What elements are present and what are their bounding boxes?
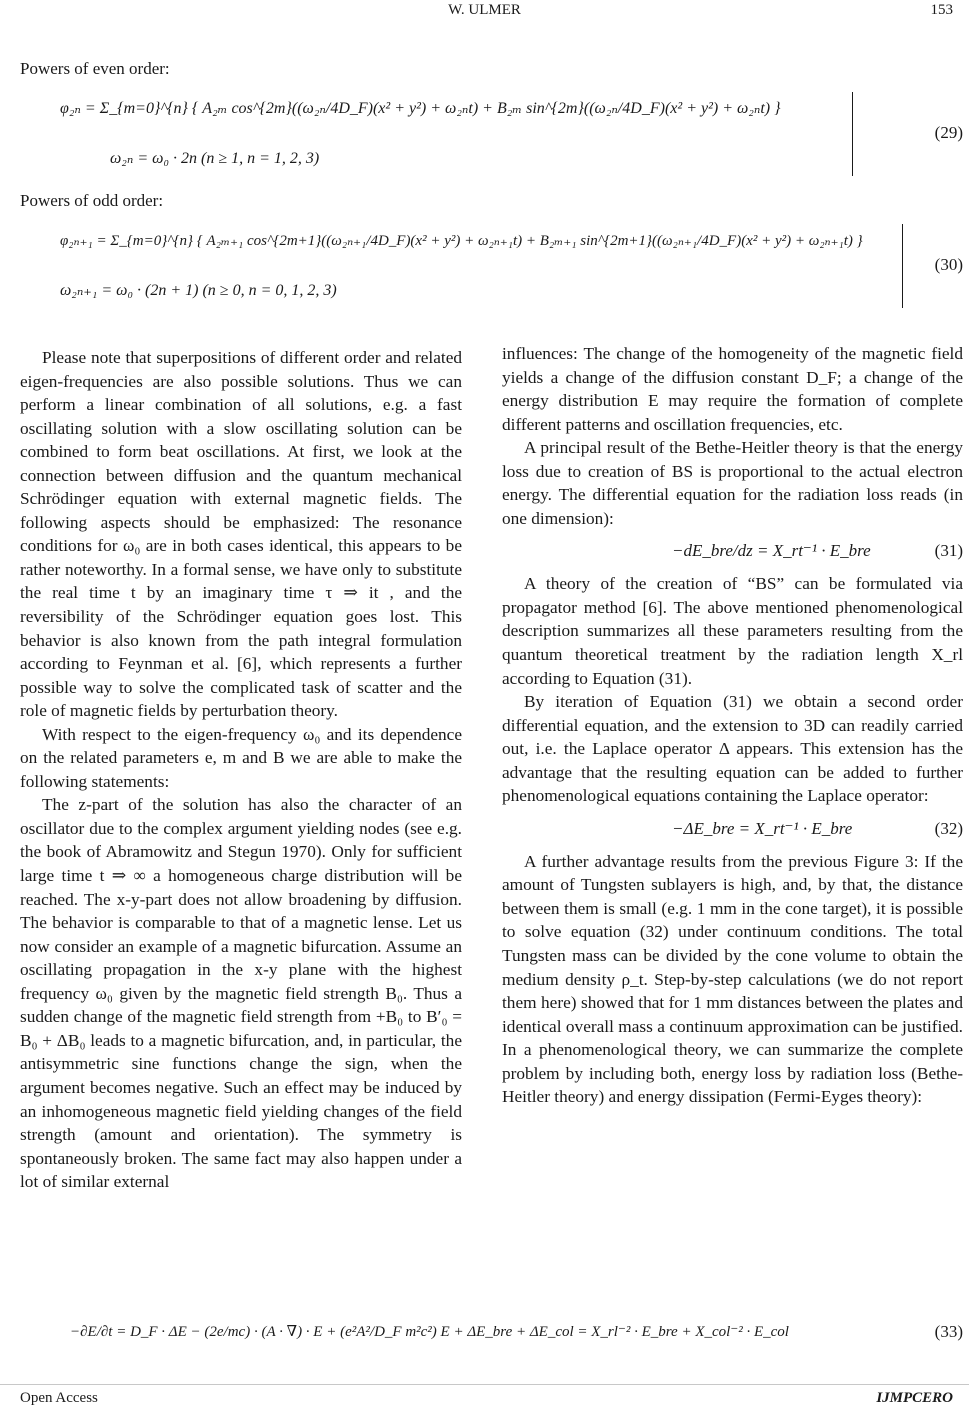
equation-31-number: (31) (934, 541, 963, 561)
equation-33-body: −∂E/∂t = D_F · ΔE − (2e/mc) · (A · ∇) · E + (e²A²/D_F m²c²) E + ΔE_bre + ΔE_col = X_rl⁻² · E_bre + X_col⁻² · E_col (70, 1324, 789, 1340)
equation-30-line-2: ω₂ₙ₊₁ = ω₀ · (2n + 1) (n ≥ 0, n = 0, 1, 2, 3) (60, 282, 337, 299)
right-paragraph-5: A further advantage results from the previous Figure 3: If the amount of Tungsten sublayers is high, and, by that, the distance between them is small (e.g. 1 mm in the cone target), it is possible to solve equation (32) under continuum conditions. The total Tungsten mass can be divided by the cone volume to obtain the medium density ρ_t. Step-by-step calculations (we do not report them here) showed that for 1 mm distances between the plates and identical overall mass a continuum approximation can be justified. In a phenomenological theory, we can summarize the complete problem by including both, energy loss by radiation loss (Bethe-Heitler theory) and energy dissipation (Fermi-Eyges theory): (502, 851, 963, 1107)
equation-30-number: (30) (934, 255, 963, 274)
equation-31-body: −dE_bre/dz = X_rt⁻¹ · E_bre (672, 541, 871, 561)
right-paragraph-3: A theory of the creation of “BS” can be formulated via propagator method [6]. The above mentioned phenomenological description summarizes all these parameters resulting from the quantum theoretical treatment by the radiation length X_rl according to Equation (31). (502, 574, 963, 688)
running-header-author: W. ULMER (448, 2, 521, 18)
equation-32-number: (32) (934, 818, 963, 838)
equation-30-right-brace (896, 224, 903, 308)
right-column (502, 342, 963, 1109)
footer-rule (0, 1384, 969, 1385)
subheading-odd-order: Powers of odd order: (20, 191, 164, 210)
left-paragraph-1: Please note that superpositions of different order and related eigen-frequencies are also possible solutions. Thus we can perform a linear combination of all solutions, e.g. a fast oscillating solution with a slow oscillating solution can be combined to form beat oscillations. At first, we look at the connection between diffusion and the quantum mechanical Schrödinger equation with external magnetic fields. The following aspects should be emphasized: The resonance conditions for ω₀ are in both cases identical, this appears to be rather noteworthy. In a formal sense, we have only to substitute the real time t by an imaginary time τ ⇒ it , and the reversibility of the Schrödinger equation goes lost. This behavior is also known from the path integral formulation according to Feynman et al. [6], which represents a further possible way to solve the complicated task of scatter and the role of magnetic fields by perturbation theory. (20, 348, 462, 721)
page-number: 153 (930, 2, 953, 18)
right-paragraph-4: By iteration of Equation (31) we obtain a second order differential equation, and the extension to 3D can readily carried out, i.e. the Laplace operator Δ appears. This extension has the advantage that the resulting equation can be added to further phenomenological equations containing the Laplace operator: (502, 692, 963, 806)
equation-29-right-brace (846, 92, 853, 176)
footer-journal-name: IJMPCERO (876, 1390, 953, 1406)
left-paragraph-3: The z-part of the solution has also the character of an oscillator due to the complex argument yielding nodes (see e.g. the book of Abramowitz and Stegun 1970). Only for sufficient large time t ⇒ ∞ a homogeneous charge distribution will be reached. The x-y-part does not allow broadening by diffusion. The behavior is comparable to that of a magnetic lense. Let us now consider an example of a magnetic bifurcation. Assume an oscillating propagation in the x-y plane with the highest frequency ω₀ given by the magnetic field strength B₀. Thus a sudden change of the magnetic field strength from +B₀ to B′₀ = B₀ + ΔB₀ leads to a magnetic bifurcation, and, in particular, the antisymmetric sine functions change the sign, when the argument becomes negative. Such an effect may be induced by an inhomogeneous magnetic field yielding changes of the field strength (amount and orientation). The symmetry is spontaneously broken. The same fact may also happen under a lot of similar external (20, 795, 462, 1192)
left-column (20, 346, 462, 1194)
equation-29-line-2: ω₂ₙ = ω₀ · 2n (n ≥ 1, n = 1, 2, 3) (110, 150, 320, 167)
footer-open-access: Open Access (20, 1390, 98, 1406)
equation-32 (502, 814, 963, 844)
equation-33-number: (33) (934, 1322, 963, 1341)
equation-29-line-1: φ₂ₙ = Σ_{m=0}^{n} { A₂ₘ cos^{2m}((ω₂ₙ/4D_F)(x² + y²) + ω₂ₙt) + B₂ₘ sin^{2m}((ω₂ₙ/4D_F)(x² + y²) + ω₂ₙt) } (60, 100, 781, 117)
equation-31 (502, 536, 963, 566)
right-paragraph-1: influences: The change of the homogeneity of the magnetic field yields a change of the diffusion constant D_F; a change of the energy distribution E may require the formation of complete different patterns and oscillation frequencies, etc. (502, 344, 963, 434)
subheading-even-order: Powers of even order: (20, 59, 170, 78)
left-paragraph-2: With respect to the eigen-frequency ω₀ and its dependence on the related parameters e, m and B we are able to make the following statements: (20, 724, 462, 791)
equation-32-body: −ΔE_bre = X_rt⁻¹ · E_bre (672, 818, 853, 838)
equation-30-line-1: φ₂ₙ₊₁ = Σ_{m=0}^{n} { A₂ₘ₊₁ cos^{2m+1}((ω₂ₙ₊₁/4D_F)(x² + y²) + ω₂ₙ₊₁t) + B₂ₘ₊₁ sin^{2m+1}((ω₂ₙ₊₁/4D_F)(x² + y²) + ω₂ₙ₊₁t) } (60, 233, 863, 249)
equation-29-number: (29) (934, 123, 963, 142)
right-paragraph-2: A principal result of the Bethe-Heitler theory is that the energy loss due to creation of BS is proportional to the actual electron energy. The differential equation for the radiation loss reads (in one dimension): (502, 438, 963, 528)
